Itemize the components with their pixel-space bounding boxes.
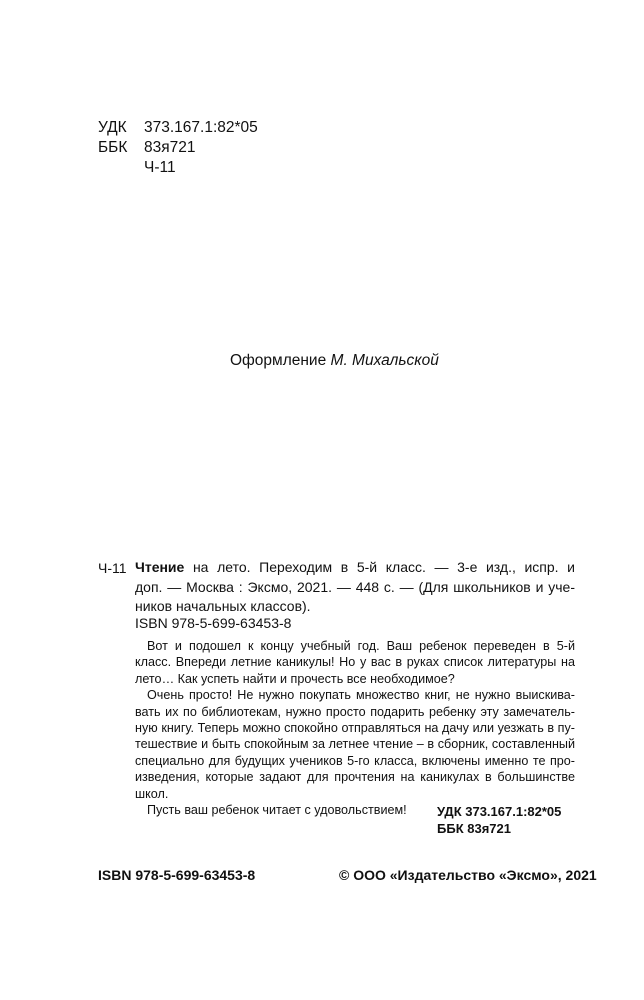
annotation-line: специально для будущих учеников 5-го класса, включены именно те про- [135, 753, 575, 768]
annotation [135, 638, 575, 818]
udk-row [98, 118, 258, 138]
udk-code: УДК 373.167.1:82*05 [437, 804, 562, 819]
annotation-line: Вот и подошел к концу учебный год. Ваш ребенок переведен в 5-й [147, 639, 575, 653]
annotation-line: тешествие и быть спокойным за летнее чтение – в сборник, составленный [135, 737, 575, 752]
annotation-line: класс. Впереди летние каникулы! Но у вас в руках список литературы на [135, 655, 575, 670]
book-title: Чтение [135, 559, 185, 575]
bib-line-2: доп. — Москва : Эксмо, 2021. — 448 с. — (Для школьников и уче- [135, 578, 575, 595]
annotation-line: Пусть ваш ребенок читает с удовольствием! [147, 803, 407, 818]
udk-label: УДК [98, 119, 127, 136]
bbk-value: 83я721 [144, 139, 196, 156]
bib-author-mark: Ч-11 [98, 560, 127, 576]
bib-line-1-rest: на лето. Переходим в 5-й класс. — 3-е изд., испр. и [192, 559, 575, 575]
annotation-line: ную книгу. Теперь можно спокойно отправляться на дачу или уезжать в пу- [135, 721, 575, 736]
design-credit [230, 352, 439, 370]
bbk-label: ББК [98, 139, 128, 156]
classification-codes [437, 803, 561, 837]
annotation-line: Очень просто! Не нужно покупать множество книг, не нужно выискива- [147, 688, 575, 703]
bbk-row [98, 138, 196, 158]
annotation-line: изведения, которые задают для прочтения на каникулах в большинстве [135, 770, 575, 785]
annotation-line: вать их по библиотекам, нужно просто подарить ребенку эту замечатель- [135, 704, 575, 719]
isbn-entry: ISBN 978-5-699-63453-8 [135, 615, 292, 631]
copyright: © ООО «Издательство «Эксмо», 2021 [339, 867, 597, 883]
bib-line-1 [135, 558, 575, 578]
bib-line-3: ников начальных классов). [135, 598, 311, 614]
author-mark-top: Ч-11 [144, 159, 176, 176]
bbk-code: ББК 83я721 [437, 821, 511, 836]
udk-value: 373.167.1:82*05 [144, 119, 258, 136]
design-label: Оформление [230, 352, 327, 369]
annotation-line: лето… Как успеть найти и прочесть все необходимое? [135, 671, 455, 686]
annotation-line: школ. [135, 786, 169, 801]
bibliographic-entry [135, 558, 575, 617]
design-person: М. Михальской [330, 352, 439, 369]
footer-isbn: ISBN 978-5-699-63453-8 [98, 867, 256, 883]
